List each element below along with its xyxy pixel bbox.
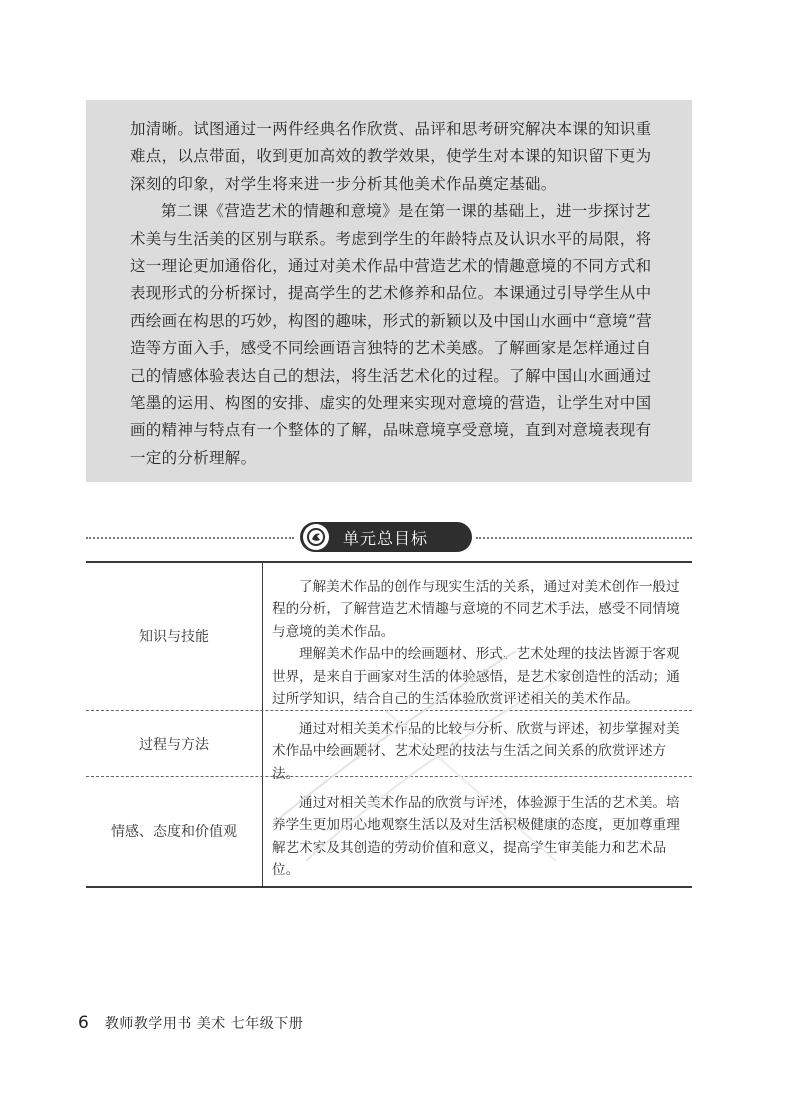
row-content xyxy=(272,792,684,882)
intro-text xyxy=(130,116,660,472)
unit-goal-icon xyxy=(303,524,329,550)
intro-box xyxy=(86,100,692,482)
row-label: 知识与技能 xyxy=(139,629,209,645)
intro-paragraph: 第二课《营造艺术的情趣和意境》是在第一课的基础上，进一步探讨艺术美与生活美的区别与联系。考虑到学生的年龄特点及认识水平的局限，将这一理论更加通俗化，通过对美术作品中营造艺术的情趣意境的不同方式和表现形式的分析探讨，提高学生的艺术修养和品位。本课通过引导学生从中西绘画在构思的巧妙，构图的趣味，形式的新颖以及中国山水画中“意境”营造等方面入手，感受不同绘画语言独特的艺术美感。了解画家是怎样通过自己的情感体验表达自己的想法，将生活艺术化的过程。了解中国山水画通过笔墨的运用、构图的安排、虚实的处理来实现对意境的营造，让学生对中国画的精神与特点有一个整体的了解，品味意境享受意境，直到对意境表现有一定的分析理解。 xyxy=(130,202,653,467)
table-row xyxy=(86,776,692,885)
section-title-pill xyxy=(300,522,472,552)
row-paragraph: 通过对相关美术作品的比较与分析、欣赏与评述，初步掌握对美术作品中绘画题材、艺术处理的技法与生活之间关系的欣赏评述方法。 xyxy=(272,721,680,782)
page-number: 6 xyxy=(78,1013,89,1033)
table-row xyxy=(86,563,692,709)
row-paragraph: 理解美术作品中的绘画题材、形式、艺术处理的技法皆源于客观世界，是来自于画家对生活的体验感悟，是艺术家创造性的活动；通过所学知识，结合自己的生活体验欣赏评述相关的美术作品。 xyxy=(272,646,680,708)
row-paragraph: 了解美术作品的创作与现实生活的关系，通过对美术创作一般过程的分析，了解营造艺术情趣与意境的不同艺术手法，感受不同情境与意境的美术作品。 xyxy=(272,579,680,640)
row-content xyxy=(272,576,684,710)
row-paragraph: 通过对相关美术作品的欣赏与评述，体验源于生活的艺术美。培养学生更加用心地观察生活以及对生活积极健康的态度，更加尊重理解艺术家及其创造的劳动价值和意义，提高学生审美能力和艺术品位。 xyxy=(272,795,680,879)
section-title: 单元总目标 xyxy=(343,528,429,548)
row-label: 过程与方法 xyxy=(139,737,209,753)
dotted-divider xyxy=(476,537,692,539)
row-label: 情感、态度和价值观 xyxy=(111,824,237,840)
goals-table xyxy=(86,561,692,888)
dotted-divider xyxy=(86,537,294,539)
book-title: 教师教学用书 美术 七年级下册 xyxy=(104,1016,304,1032)
section-header xyxy=(86,522,692,554)
intro-paragraph: 加清晰。试图通过一两件经典名作欣赏、品评和思考研究解决本课的知识重难点，以点带面，收到更加高效的教学效果，使学生对本课的知识留下更为深刻的印象，对学生将来进一步分析其他美术作品奠定基础。 xyxy=(130,120,652,193)
table-row xyxy=(86,710,692,782)
page-footer xyxy=(78,1013,303,1033)
